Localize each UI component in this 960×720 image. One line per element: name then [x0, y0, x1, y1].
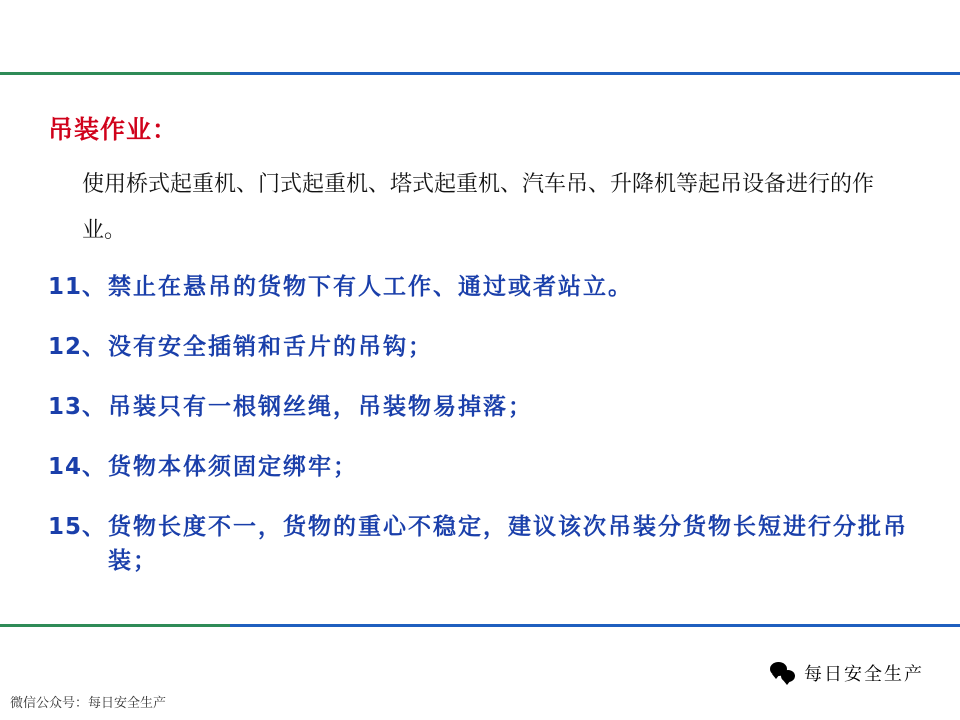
wechat-icon — [770, 662, 796, 684]
list-item-number: 15、 — [48, 514, 107, 540]
wechat-account-badge — [770, 660, 924, 686]
list-item-text: 货物本体须固定绑牢； — [108, 454, 359, 480]
wechat-account-name: 每日安全生产 — [804, 664, 924, 685]
list-item-text: 货物长度不一，货物的重心不稳定，建议该次吊装分货物长短进行分批吊装； — [108, 514, 909, 574]
top-divider-blue-segment — [230, 72, 960, 75]
list-item-text: 没有安全插销和舌片的吊钩； — [108, 334, 434, 360]
section-heading: 吊装作业： — [48, 115, 179, 144]
top-divider-green-segment — [0, 72, 230, 75]
list-item-number: 13、 — [48, 394, 107, 420]
list-item-number: 11、 — [48, 274, 107, 300]
list-item-number: 14、 — [48, 454, 107, 480]
list-item-text: 禁止在悬吊的货物下有人工作、通过或者站立。 — [108, 274, 634, 300]
bottom-divider-blue-segment — [230, 624, 960, 627]
definition-paragraph: 使用桥式起重机、门式起重机、塔式起重机、汽车吊、升降机等起吊设备进行的作业。 — [82, 172, 875, 243]
list-item — [48, 510, 928, 578]
footer-watermark: 微信公众号：每日安全生产 — [10, 696, 167, 711]
list-item-number: 12、 — [48, 334, 107, 360]
list-item — [48, 330, 928, 364]
list-item — [48, 450, 928, 484]
top-divider — [0, 72, 960, 75]
list-item — [48, 390, 928, 424]
bottom-divider — [0, 624, 960, 627]
list-item — [48, 270, 928, 304]
list-item-text: 吊装只有一根钢丝绳，吊装物易掉落； — [108, 394, 534, 420]
bottom-divider-green-segment — [0, 624, 230, 627]
numbered-list — [48, 270, 928, 604]
